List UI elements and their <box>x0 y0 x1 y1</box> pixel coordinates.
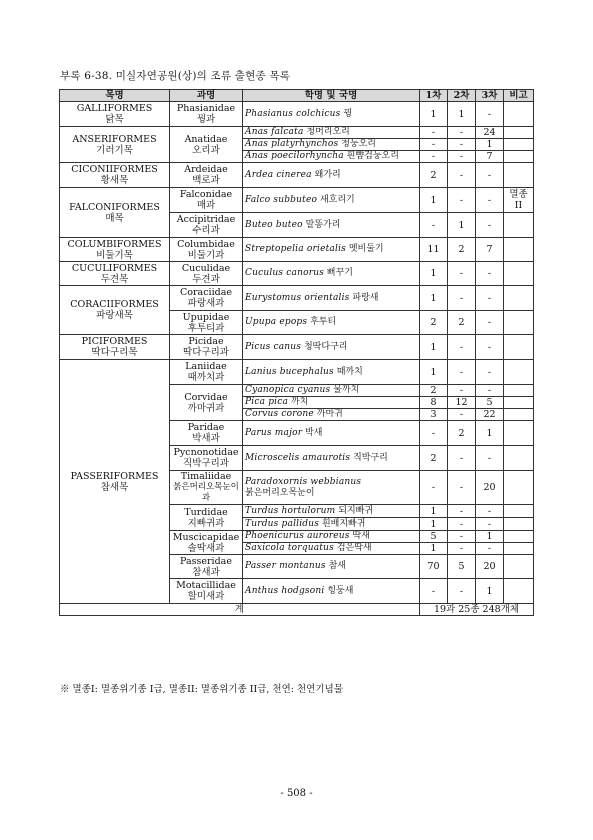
family-name-ko: 오리과 <box>192 144 220 156</box>
family-name-ko: 후투티과 <box>187 322 225 334</box>
order-name-en: CICONIIFORMES <box>71 164 158 175</box>
order-name-ko: 두견목 <box>100 273 129 285</box>
species-scientific-name: Anas poecilorhyncha <box>245 151 344 161</box>
family-name-en: Timaliidae <box>180 471 232 482</box>
order-name-ko: 황새목 <box>100 175 129 186</box>
note-cell <box>504 518 534 531</box>
footnote: ※ 멸종I: 멸종위기종 I급, 멸종II: 멸종위기종 II급, 천연: 천연기념물 <box>60 684 343 695</box>
survey-1-count: 1 <box>420 505 448 518</box>
order-name-ko: 파랑새목 <box>96 310 133 321</box>
family-cell <box>170 335 243 360</box>
order-cell <box>60 163 170 188</box>
species-korean-name: 흰뺨검둥오리 <box>346 151 399 161</box>
species-cell <box>243 446 420 471</box>
family-cell <box>170 505 243 531</box>
order-cell <box>60 238 170 262</box>
survey-1-count: 1 <box>420 360 448 385</box>
note-cell <box>504 505 534 518</box>
family-cell <box>170 555 243 579</box>
total-label: 계 <box>60 604 420 616</box>
survey-1-count: 2 <box>420 163 448 188</box>
species-cell <box>243 543 420 555</box>
species-scientific-name: Turdus hortulorum <box>245 505 336 516</box>
species-korean-name: 검은딱새 <box>336 543 372 553</box>
note-cell <box>504 397 534 409</box>
family-cell <box>170 471 243 505</box>
table-row <box>60 238 534 262</box>
family-cell <box>170 311 243 335</box>
survey-1-count: - <box>420 579 448 604</box>
survey-3-count: - <box>476 286 504 311</box>
family-name-en: Ardeidae <box>184 164 228 175</box>
family-name-ko: 붉은머리오목눈이과 <box>173 482 239 503</box>
species-cell <box>243 579 420 604</box>
family-name-en: Accipitridae <box>176 214 236 225</box>
survey-3-count: - <box>476 505 504 518</box>
note-cell <box>504 409 534 421</box>
family-name-en: Anatidae <box>184 133 228 145</box>
survey-2-count: - <box>448 151 476 163</box>
species-cell <box>243 286 420 311</box>
survey-3-count: 20 <box>476 555 504 579</box>
survey-3-count: 7 <box>476 238 504 262</box>
species-cell <box>243 311 420 335</box>
species-cell <box>243 188 420 213</box>
note-cell <box>504 421 534 446</box>
note-cell <box>504 555 534 579</box>
family-name-en: Columbidae <box>177 238 235 250</box>
note-cell <box>504 102 534 127</box>
order-cell <box>60 286 170 335</box>
order-name-en: PASSERIFORMES <box>70 470 159 482</box>
order-name-en: ANSERIFORMES <box>72 133 157 145</box>
species-cell <box>243 421 420 446</box>
species-korean-name: 물까치 <box>333 385 360 395</box>
family-name-ko: 까마귀과 <box>187 402 225 414</box>
table-row <box>60 262 534 286</box>
family-cell <box>170 446 243 471</box>
order-name-en: CUCULIFORMES <box>71 262 158 274</box>
order-name-en: FALCONIFORMES <box>69 201 160 213</box>
species-cell <box>243 518 420 531</box>
survey-1-count: 11 <box>420 238 448 262</box>
species-scientific-name: Picus canus <box>245 341 302 352</box>
species-scientific-name: Streptopelia orietalis <box>245 244 346 254</box>
species-korean-name: 딱새 <box>352 531 370 541</box>
survey-2-count: - <box>448 360 476 385</box>
survey-3-count: - <box>476 360 504 385</box>
order-cell <box>60 262 170 286</box>
species-korean-name: 꿩 <box>343 108 353 119</box>
header-family: 과명 <box>170 90 243 102</box>
species-scientific-name: Passer montanus <box>245 561 326 571</box>
species-scientific-name: Phoenicurus auroreus <box>245 531 350 541</box>
species-scientific-name: Anas platyrhynchos <box>245 139 339 149</box>
family-cell <box>170 385 243 421</box>
survey-1-count: 1 <box>420 188 448 213</box>
survey-2-count: 2 <box>448 238 476 262</box>
species-cell <box>243 262 420 286</box>
survey-2-count: - <box>448 531 476 543</box>
survey-1-count: 2 <box>420 385 448 397</box>
survey-1-count: - <box>420 471 448 505</box>
species-cell <box>243 505 420 518</box>
family-name-ko: 지빠귀과 <box>187 517 225 529</box>
family-name-en: Upupidae <box>182 311 230 323</box>
note-cell <box>504 163 534 188</box>
species-scientific-name: Microscelis amaurotis <box>245 452 351 463</box>
species-korean-name: 왜가리 <box>314 169 341 180</box>
table-row <box>60 163 534 188</box>
total-row <box>60 604 534 616</box>
species-scientific-name: Ardea cinerea <box>245 169 312 180</box>
species-scientific-name: Parus major <box>245 427 303 438</box>
family-name-ko: 직박구리과 <box>183 458 229 469</box>
species-scientific-name: Saxicola torquatus <box>245 543 334 553</box>
header-order: 목명 <box>60 90 170 102</box>
survey-3-count: 24 <box>476 127 504 139</box>
total-summary: 19과 25종 248개체 <box>420 604 534 616</box>
family-cell <box>170 531 243 555</box>
species-cell <box>243 555 420 579</box>
survey-3-count: 5 <box>476 397 504 409</box>
species-scientific-name: Anthus hodgsoni <box>245 585 325 596</box>
family-name-ko: 파랑새과 <box>187 298 225 309</box>
header-survey-1: 1차 <box>420 90 448 102</box>
page-number: - 508 - <box>280 788 313 799</box>
species-cell <box>243 127 420 139</box>
table-row <box>60 335 534 360</box>
survey-2-count: 2 <box>448 311 476 335</box>
family-name-ko: 꿩과 <box>196 114 216 125</box>
species-scientific-name: Turdus pallidus <box>245 518 320 529</box>
order-cell <box>60 188 170 238</box>
header-species: 학명 및 국명 <box>243 90 420 102</box>
survey-2-count: - <box>448 409 476 421</box>
survey-1-count: 8 <box>420 397 448 409</box>
species-korean-name: 청둥오리 <box>341 139 376 149</box>
family-name-en: Coraciidae <box>180 287 232 298</box>
species-cell <box>243 360 420 385</box>
table-row <box>60 286 534 311</box>
survey-2-count: - <box>448 471 476 505</box>
order-name-ko: 참새목 <box>100 481 129 493</box>
survey-1-count: 3 <box>420 409 448 421</box>
species-korean-name: 직박구리 <box>353 452 388 463</box>
species-korean-name: 후투티 <box>310 317 337 327</box>
order-cell <box>60 127 170 163</box>
survey-2-count: - <box>448 139 476 151</box>
survey-2-count: - <box>448 286 476 311</box>
species-korean-name: 흰배지빠귀 <box>321 518 366 529</box>
note-cell <box>504 311 534 335</box>
species-korean-name: 새호리기 <box>319 194 355 205</box>
note-cell <box>504 579 534 604</box>
species-cell <box>243 471 420 505</box>
note-cell <box>504 139 534 151</box>
order-name-ko: 매목 <box>105 212 124 224</box>
note-cell <box>504 262 534 286</box>
family-name-en: Paridae <box>187 422 225 433</box>
survey-3-count: - <box>476 102 504 127</box>
table-row <box>60 127 534 139</box>
family-name-en: Laniidae <box>185 361 227 372</box>
survey-3-count: - <box>476 311 504 335</box>
survey-3-count: - <box>476 213 504 238</box>
note-cell <box>504 286 534 311</box>
note-cell <box>504 446 534 471</box>
survey-1-count: 2 <box>420 311 448 335</box>
species-korean-name: 청딱다구리 <box>303 341 348 352</box>
order-name-en: GALLIFORMES <box>76 103 153 114</box>
family-name-en: Turdidae <box>184 506 228 518</box>
note-cell <box>504 531 534 543</box>
survey-1-count: 1 <box>420 262 448 286</box>
family-name-ko: 참새과 <box>192 566 220 578</box>
survey-2-count: - <box>448 335 476 360</box>
species-scientific-name: Pica pica <box>245 397 289 407</box>
order-cell <box>60 335 170 360</box>
note-cell <box>504 213 534 238</box>
survey-2-count: - <box>448 518 476 531</box>
species-scientific-name: Cyanopica cyanus <box>245 385 331 395</box>
order-name-en: COLUMBIFORMES <box>67 238 162 250</box>
survey-3-count: 1 <box>476 421 504 446</box>
table-row <box>60 360 534 385</box>
family-name-ko: 수리과 <box>192 225 220 236</box>
species-korean-name: 때까치 <box>336 366 363 377</box>
species-korean-name: 까치 <box>290 397 309 407</box>
survey-1-count: 1 <box>420 102 448 127</box>
survey-2-count: - <box>448 543 476 555</box>
table-row <box>60 188 534 213</box>
species-scientific-name: Buteo buteo <box>245 219 303 230</box>
bird-species-table <box>59 89 534 616</box>
survey-1-count: 1 <box>420 335 448 360</box>
survey-1-count: - <box>420 151 448 163</box>
family-name-ko: 딱다구리과 <box>183 347 229 358</box>
family-cell <box>170 421 243 446</box>
survey-3-count: - <box>476 335 504 360</box>
family-name-en: Passeridae <box>180 555 232 567</box>
note-cell <box>504 360 534 385</box>
note-cell <box>504 543 534 555</box>
survey-1-count: 5 <box>420 531 448 543</box>
family-name-ko: 비둘기과 <box>187 249 225 261</box>
family-name-en: Phasianidae <box>176 103 236 114</box>
order-name-ko: 딱다구리목 <box>91 347 138 358</box>
family-name-en: Cuculidae <box>181 262 231 274</box>
family-cell <box>170 286 243 311</box>
note-cell <box>504 127 534 139</box>
species-cell <box>243 151 420 163</box>
family-name-en: Muscicapidae <box>172 531 240 543</box>
family-cell <box>170 360 243 385</box>
survey-3-count: 1 <box>476 579 504 604</box>
survey-3-count: - <box>476 518 504 531</box>
family-cell <box>170 262 243 286</box>
family-name-ko: 두견과 <box>192 273 220 285</box>
family-cell <box>170 163 243 188</box>
order-name-en: CORACIIFORMES <box>70 299 159 310</box>
species-cell <box>243 139 420 151</box>
family-name-ko: 할미새과 <box>187 591 225 602</box>
survey-2-count: - <box>448 188 476 213</box>
header-note: 비고 <box>504 90 534 102</box>
survey-1-count: 70 <box>420 555 448 579</box>
order-cell <box>60 102 170 127</box>
species-scientific-name: Cuculus canorus <box>245 268 325 278</box>
survey-2-count: 5 <box>448 555 476 579</box>
survey-3-count: 22 <box>476 409 504 421</box>
species-scientific-name: Eurystomus orientalis <box>245 292 350 303</box>
family-name-en: Picidae <box>188 336 224 347</box>
family-name-en: Motacillidae <box>176 580 236 591</box>
survey-2-count: 2 <box>448 421 476 446</box>
species-cell <box>243 397 420 409</box>
species-cell <box>243 102 420 127</box>
survey-3-count: - <box>476 385 504 397</box>
family-cell <box>170 127 243 163</box>
species-korean-name: 힝둥새 <box>327 585 354 596</box>
survey-1-count: 1 <box>420 286 448 311</box>
survey-2-count: - <box>448 446 476 471</box>
species-korean-name: 청머리오리 <box>306 127 350 137</box>
header-survey-3: 3차 <box>476 90 504 102</box>
order-name-ko: 기러기목 <box>96 144 133 156</box>
family-name-en: Pycnonotidae <box>173 447 239 458</box>
species-korean-name: 멧비둘기 <box>348 244 384 254</box>
species-korean-name: 되지빠귀 <box>338 505 374 516</box>
survey-1-count: 1 <box>420 543 448 555</box>
species-cell <box>243 385 420 397</box>
survey-2-count: - <box>448 385 476 397</box>
family-cell <box>170 213 243 238</box>
species-korean-name: 박새 <box>305 427 323 438</box>
survey-2-count: 12 <box>448 397 476 409</box>
species-korean-name: 까마귀 <box>316 409 343 419</box>
species-scientific-name: Anas falcata <box>245 127 304 137</box>
survey-1-count: - <box>420 139 448 151</box>
note-cell: 멸종II <box>504 188 534 213</box>
survey-3-count: 20 <box>476 471 504 505</box>
note-cell <box>504 471 534 505</box>
family-cell <box>170 102 243 127</box>
table-title: 부록 6-38. 미실자연공원(상)의 조류 출현종 목록 <box>60 70 291 82</box>
species-cell <box>243 335 420 360</box>
survey-3-count: - <box>476 262 504 286</box>
family-cell <box>170 238 243 262</box>
survey-3-count: - <box>476 543 504 555</box>
species-scientific-name: Corvus corone <box>245 409 314 419</box>
survey-3-count: - <box>476 446 504 471</box>
order-name-ko: 닭목 <box>105 114 124 125</box>
species-cell <box>243 409 420 421</box>
survey-2-count: - <box>448 505 476 518</box>
survey-2-count: - <box>448 579 476 604</box>
survey-3-count: 1 <box>476 139 504 151</box>
family-name-ko: 박새과 <box>192 433 220 444</box>
species-scientific-name: Falco subbuteo <box>245 194 318 205</box>
species-scientific-name: Phasianus colchicus <box>245 108 341 119</box>
survey-2-count: 1 <box>448 102 476 127</box>
species-scientific-name: Paradoxornis webbianus <box>245 476 362 487</box>
survey-2-count: - <box>448 262 476 286</box>
survey-2-count: - <box>448 127 476 139</box>
family-name-en: Corvidae <box>184 391 228 403</box>
survey-1-count: - <box>420 127 448 139</box>
family-cell <box>170 188 243 213</box>
survey-1-count: - <box>420 213 448 238</box>
table-row <box>60 102 534 127</box>
note-cell <box>504 151 534 163</box>
family-name-ko: 때까치과 <box>187 372 225 383</box>
survey-2-count: 1 <box>448 213 476 238</box>
order-name-en: PICIFORMES <box>81 336 148 347</box>
species-korean-name: 붉은머리오목눈이 <box>245 487 315 498</box>
species-korean-name: 말똥가리 <box>305 219 341 230</box>
family-name-ko: 솔딱새과 <box>187 542 225 554</box>
species-scientific-name: Lanius bucephalus <box>245 366 334 377</box>
survey-1-count: 2 <box>420 446 448 471</box>
species-korean-name: 뻐꾸기 <box>326 268 353 278</box>
survey-1-count: - <box>420 421 448 446</box>
survey-1-count: 1 <box>420 518 448 531</box>
note-cell <box>504 385 534 397</box>
header-survey-2: 2차 <box>448 90 476 102</box>
note-cell <box>504 238 534 262</box>
survey-3-count: 7 <box>476 151 504 163</box>
family-name-ko: 백로과 <box>192 175 220 186</box>
species-korean-name: 파랑새 <box>352 292 379 303</box>
species-scientific-name: Upupa epops <box>245 317 308 327</box>
survey-2-count: - <box>448 163 476 188</box>
species-cell <box>243 531 420 543</box>
species-cell <box>243 238 420 262</box>
species-cell <box>243 163 420 188</box>
family-name-en: Falconidae <box>179 189 233 200</box>
family-cell <box>170 579 243 604</box>
survey-3-count: - <box>476 188 504 213</box>
order-name-ko: 비둘기목 <box>96 249 133 261</box>
survey-3-count: 1 <box>476 531 504 543</box>
species-cell <box>243 213 420 238</box>
note-cell <box>504 335 534 360</box>
species-korean-name: 참새 <box>328 561 346 571</box>
family-name-ko: 매과 <box>196 200 216 211</box>
header-row <box>60 90 534 102</box>
order-cell <box>60 360 170 604</box>
survey-3-count: - <box>476 163 504 188</box>
